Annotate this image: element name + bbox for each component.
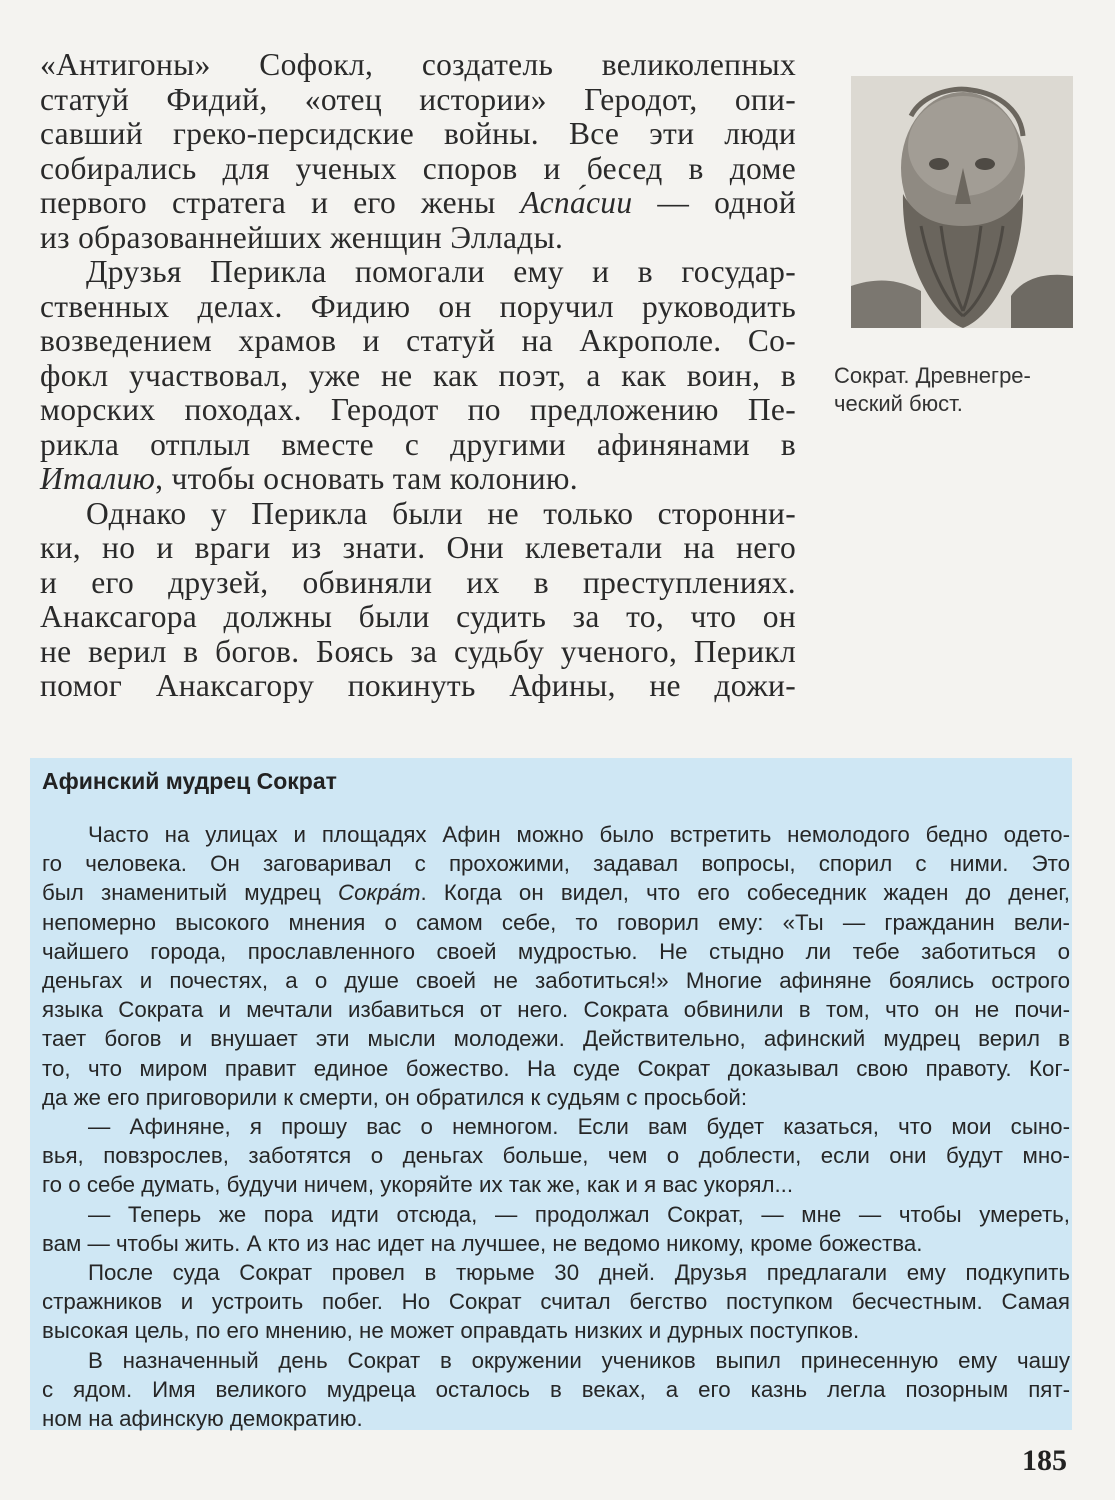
box-line: с ядом. Имя великого мудреца осталось в веках, а его казнь легла позорным пят-	[42, 1376, 1070, 1402]
text-line: Однако у Перикла были не только сторонни-	[86, 495, 796, 531]
box-line: то, что миром правит единое божество. На суде Сократ доказывал свою правоту. Ког-	[42, 1055, 1070, 1081]
box-text	[42, 820, 1070, 1433]
box-line: непомерно высокого мнения о самом себе, то говорил ему: «Ты — гражданин вели-	[42, 909, 1070, 935]
box-line: чайшего города, прославленного своей мудростью. Не стыдно ли тебе заботиться о	[42, 938, 1070, 964]
box-line: деньгах и почестях, а о душе своей не заботиться!» Многие афиняне боялись острого	[42, 968, 1070, 994]
aspasia-name: Аспа́сии	[520, 185, 633, 220]
text-line: савший греко-персидские войны. Все эти люди	[40, 116, 796, 151]
text-line: статуй Фидий, «отец истории» Геродот, опи-	[40, 81, 796, 117]
box-line: языка Сократа и мечтали избавиться от него. Сократа обвинили в том, что он не почи-	[42, 997, 1070, 1023]
caption-line: ческий бюст.	[834, 391, 963, 416]
box-line: После суда Сократ провел в тюрьме 30 дней. Друзья предлагали ему подкупить	[88, 1260, 1070, 1286]
text-line: ки, но и враги из знати. Они клеветали на него	[40, 530, 796, 565]
text-line: возведением храмов и статуй на Акрополе. Со-	[40, 323, 796, 358]
box-line: вам — чтобы жить. А кто из нас идет на лучшее, не ведомо никому, кроме божества.	[42, 1230, 923, 1256]
text-fragment: был знаменитый мудрец	[42, 880, 339, 906]
box-line: высокая цель, по его мнению, не может оправдать низких и дурных поступков.	[42, 1318, 860, 1344]
text-line: не верил в богов. Боясь за судьбу ученого, Перикл	[40, 633, 796, 669]
text-line: Анаксагора должны были судить за то, что он	[40, 599, 796, 634]
caption-line: Сократ. Древнегре-	[834, 363, 1031, 388]
text-line: морских походах. Геродот по предложению Пе-	[40, 392, 796, 427]
box-line: тает богов и внушает эти мысли молодежи. Действительно, афинский мудрец верил в	[42, 1026, 1070, 1052]
page-number: 185	[1022, 1444, 1067, 1477]
text-fragment: , чтобы основать там колонию.	[155, 461, 578, 496]
text-fragment: . Когда он видел, что его собеседник жаден до денег,	[420, 880, 1070, 906]
box-line: — Афиняне, я прошу вас о немногом. Если вам будет казаться, что мои сыно-	[88, 1114, 1070, 1140]
box-line: вья, повзрослев, заботятся о деньгах больше, чем о доблести, если они будут мно-	[42, 1143, 1070, 1169]
text-line: «Антигоны» Софокл, создатель великолепных	[40, 47, 796, 82]
main-text-column	[40, 48, 796, 704]
text-line: помог Анаксагору покинуть Афины, не дожи-	[40, 668, 796, 703]
box-line: го человека. Он заговаривал с прохожими, задавал вопросы, спорил с ними. Это	[42, 851, 1070, 877]
socrates-bust-image	[851, 76, 1073, 328]
text-line	[40, 186, 796, 221]
box-line: да же его приговорили к смерти, он обратился к судьям с просьбой:	[42, 1084, 748, 1110]
box-line: го о себе думать, будучи ничем, укоряйте их так же, как и я вас укорял...	[42, 1172, 794, 1198]
paragraph-2	[40, 255, 796, 497]
bust-illustration	[851, 76, 1073, 328]
box-title: Афинский мудрец Сократ	[42, 768, 337, 794]
socrates-name: Сокра́т	[338, 880, 421, 906]
paragraph-1	[40, 48, 796, 255]
text-line: из образованнейших женщин Эллады.	[40, 219, 564, 255]
figure-caption	[834, 362, 1094, 418]
text-line: фокл участвовал, уже не как поэт, а как воин, в	[40, 357, 796, 393]
text-line: собирались для ученых споров и бесед в доме	[40, 150, 796, 186]
text-line: и его друзей, обвиняли их в преступлениях.	[40, 564, 796, 600]
paragraph-3	[40, 497, 796, 704]
text-line: Друзья Перикла помогали ему и в государ-	[86, 254, 796, 289]
box-line	[42, 878, 1070, 907]
box-line: Часто на улицах и площадях Афин можно было встретить немолодого бедно одето-	[88, 822, 1070, 847]
text-fragment: — одной	[632, 185, 797, 220]
italy-word: Италию	[40, 461, 156, 496]
box-line: ном на афинскую демократию.	[42, 1406, 363, 1432]
text-fragment: первого стратега и его жены	[40, 185, 521, 220]
box-line: стражников и устроить побег. Но Сократ считал бегство поступком бесчестным. Самая	[42, 1289, 1070, 1315]
box-line: В назначенный день Сократ в окружении учеников выпил принесенную ему чашу	[88, 1347, 1070, 1373]
box-line: — Теперь же пора идти отсюда, — продолжал Сократ, — мне — чтобы умереть,	[88, 1201, 1070, 1227]
text-line	[40, 462, 796, 497]
text-line: рикла отплыл вместе с другими афинянами в	[40, 426, 796, 462]
text-line: ственных делах. Фидию он поручил руководить	[40, 288, 796, 324]
